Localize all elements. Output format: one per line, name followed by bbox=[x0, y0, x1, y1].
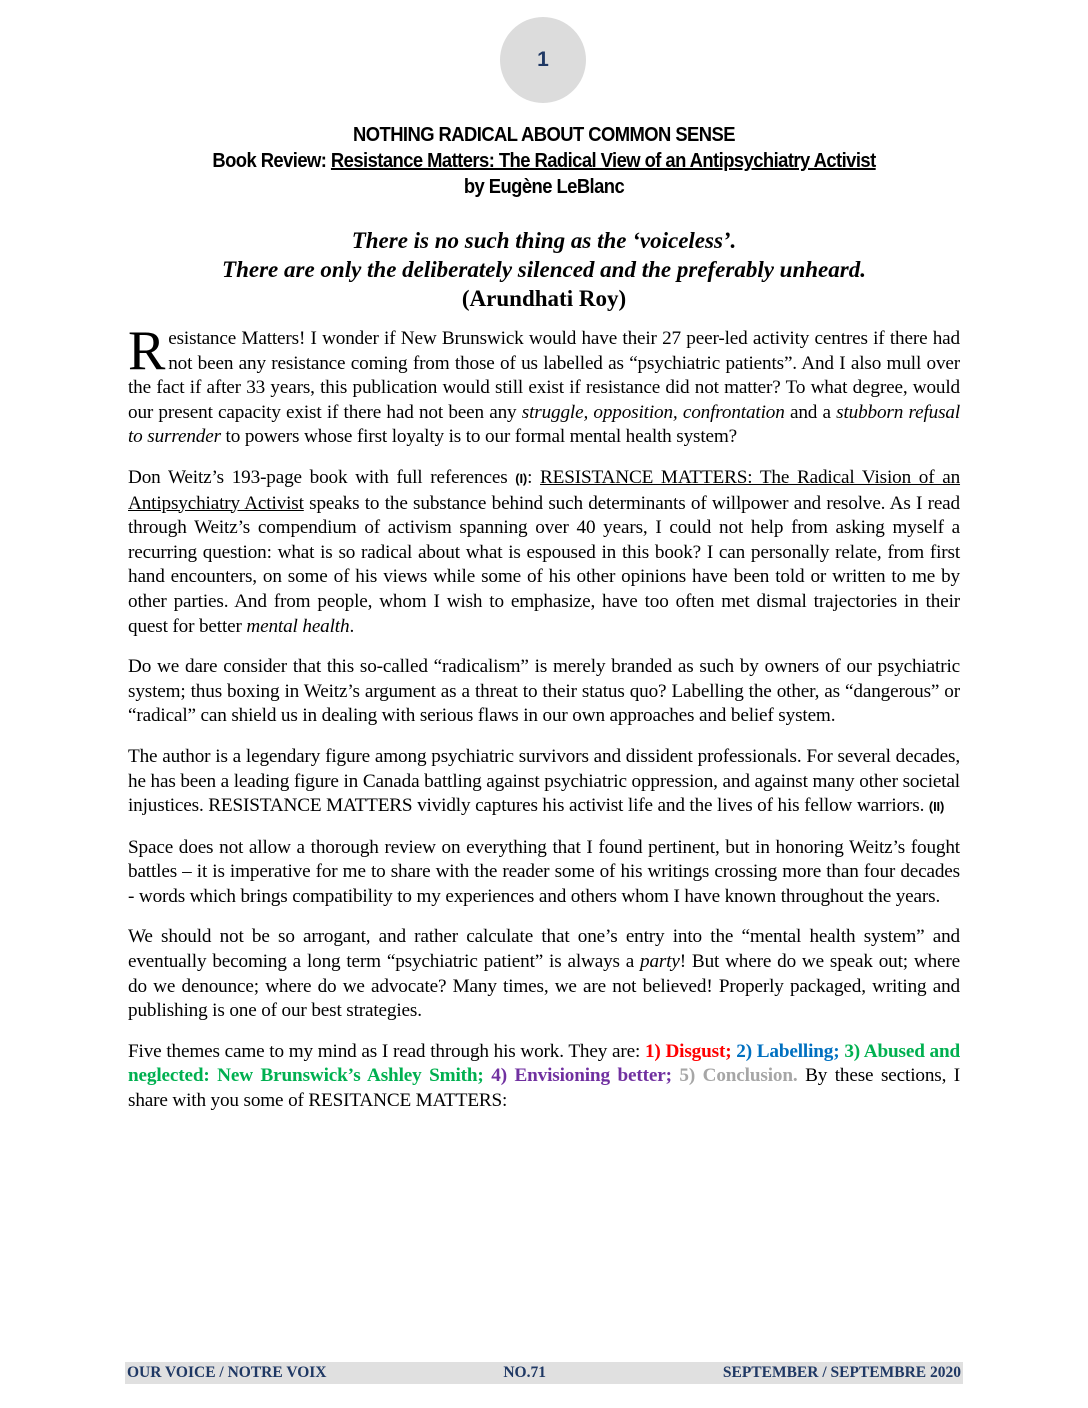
text: Don Weitz’s 193-page book with full references bbox=[128, 466, 516, 488]
page-number-badge bbox=[500, 17, 586, 103]
epigraph-line-2: There are only the deliberately silenced and the preferably unheard. bbox=[222, 257, 866, 282]
text: By these sections, I share with you some of RESITANCE MATTERS: bbox=[128, 1065, 961, 1112]
epigraph-line-1: There is no such thing as the ‘voiceless’. bbox=[351, 228, 737, 253]
page-footer bbox=[125, 1362, 963, 1384]
theme-3-abused-neglected: 3) Abused and neglected: New Brunswick’s Ashley Smith; bbox=[128, 1040, 961, 1087]
text: Five themes came to my mind as I read through his work. They are: bbox=[128, 1040, 645, 1062]
epigraph-attribution: (Arundhati Roy) bbox=[461, 286, 627, 311]
text: : bbox=[527, 466, 541, 488]
italic-text: struggle, opposition, confrontation bbox=[521, 401, 785, 423]
italic-text: mental health bbox=[246, 615, 350, 637]
reference-marker: (II) bbox=[928, 799, 945, 815]
paragraph-5: Space does not allow a thorough review on everything that I found pertinent, but in honoring Weitz’s fought battles – it is imperative for me to share with the reader some of his writings crossing more than four decades - words which brings compatibility to my experiences and others whom I have known throughout the years. bbox=[128, 836, 960, 907]
text: ! But where do we speak out; where do we denounce; where do we advocate? Many times, we are not believed! Properly packaged, writing and publishing is one of our best strategies. bbox=[128, 951, 960, 1022]
footer-date: SEPTEMBER / SEPTEMBRE 2020 bbox=[722, 1364, 961, 1381]
paragraph-3: Do we dare consider that this so-called “radicalism” is merely branded as such by owners of our psychiatric system; thus boxing in Weitz’s argument as a threat to their status quo? Labelling the other, as “dangerous” or “radical” can shield us in dealing with serious flaws in our own approaches and belief system. bbox=[128, 656, 960, 727]
text: The author is a legendary figure among psychiatric survivors and dissident professionals. For several decades, he has been a leading figure in Canada battling against psychiatric oppression, and against many other societal injustices. RESISTANCE MATTERS vividly captures his activist life and the lives of his fellow warriors. bbox=[128, 745, 960, 817]
text: to powers whose first loyalty is to our formal mental health system? bbox=[220, 426, 738, 448]
byline: by Eugène LeBlanc bbox=[463, 176, 625, 198]
theme-1-disgust: 1) Disgust; bbox=[644, 1040, 732, 1062]
book-title-underlined: RESISTANCE MATTERS: The Radical Vision of an Antipsychiatry Activist bbox=[128, 466, 961, 514]
paragraph-7 bbox=[128, 1040, 960, 1114]
text: speaks to the substance behind such determinants of willpower and resolve. As I read through Weitz’s compendium of activism spanning over 40 years, I could not help from asking myself a recurring question: what is so radical about what is espoused in this book? I can personally relate, from first hand encounters, on some of his views while some of his other opinions have been told or written to me by other parties. And from people, whom I wish to emphasize, have too often met dismal trajectories in their quest for better bbox=[128, 492, 960, 637]
epigraph bbox=[100, 226, 988, 313]
footer-issue-number: NO.71 bbox=[503, 1364, 546, 1381]
italic-text: stubborn refusal to surrender bbox=[128, 401, 961, 448]
article-subtitle bbox=[136, 148, 953, 174]
page-number: 1 bbox=[537, 48, 549, 71]
paragraph-4 bbox=[128, 745, 960, 820]
book-title: Resistance Matters: The Radical View of an Antipsychiatry Activist bbox=[330, 150, 876, 172]
subtitle-prefix: Book Review: bbox=[212, 150, 331, 172]
drop-cap: R bbox=[128, 320, 166, 382]
theme-2-labelling: 2) Labelling; bbox=[736, 1040, 840, 1062]
article-body bbox=[128, 320, 961, 1130]
paragraph-6 bbox=[128, 925, 960, 1023]
text: esistance Matters! I wonder if New Brunswick would have their 27 peer-led activity centres if there had not been any resistance coming from those of us labelled as “psychiatric patients”. And I also mull over the fact if after 33 years, this publication would still exist if resistance did not matter? To what degree, would our present capacity exist if there had not been any bbox=[128, 328, 960, 423]
footer-publication: OUR VOICE / NOTRE VOIX bbox=[127, 1364, 327, 1381]
reference-marker: (I) bbox=[515, 470, 528, 486]
theme-4-envisioning-better: 4) Envisioning better; bbox=[491, 1065, 672, 1087]
text: . bbox=[349, 615, 355, 637]
italic-text: party bbox=[640, 951, 680, 973]
article-header bbox=[136, 122, 953, 200]
article-title: NOTHING RADICAL ABOUT COMMON SENSE bbox=[353, 124, 735, 146]
paragraph-1 bbox=[128, 320, 961, 450]
paragraph-2 bbox=[128, 466, 960, 639]
theme-5-conclusion: 5) Conclusion. bbox=[679, 1065, 798, 1087]
text: and a bbox=[784, 401, 837, 423]
text: We should not be so arrogant, and rather calculate that one’s entry into the “mental health system” and eventually becoming a long term “psychiatric patient” is always a bbox=[128, 926, 960, 973]
